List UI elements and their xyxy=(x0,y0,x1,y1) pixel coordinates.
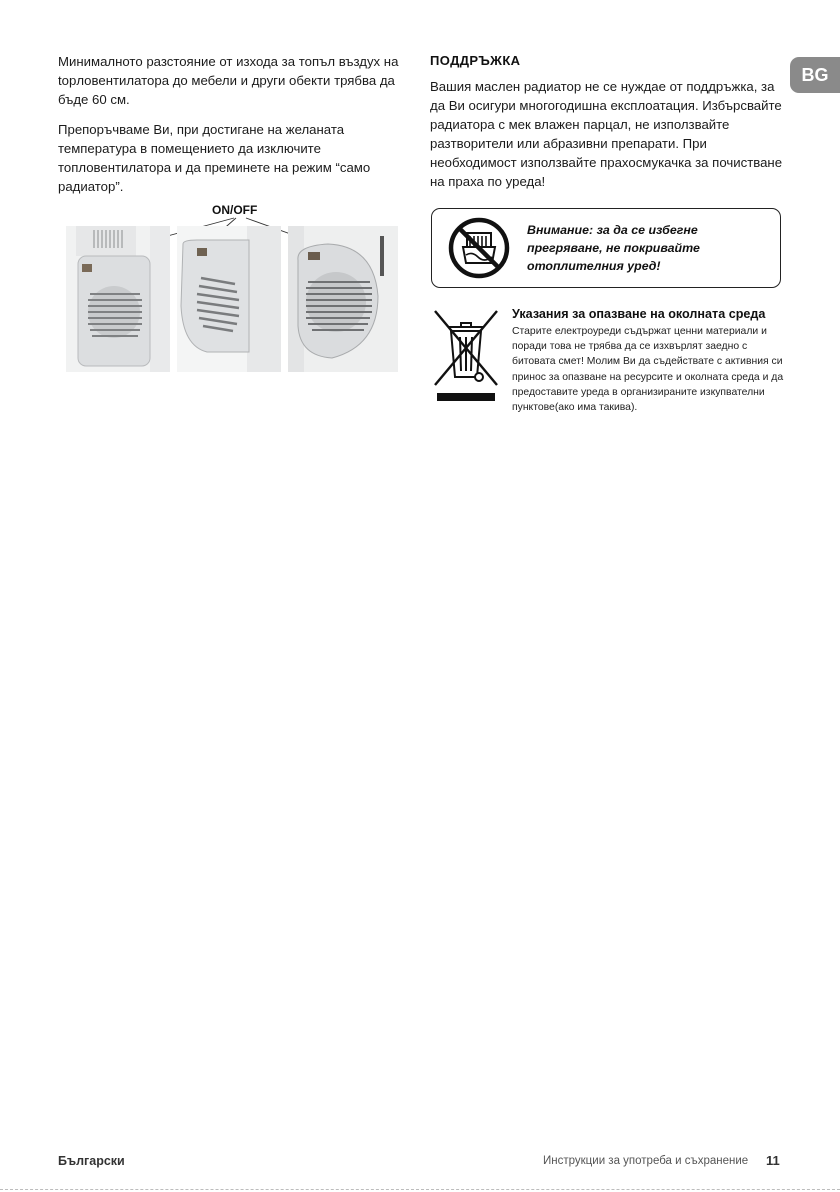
heater-photos xyxy=(56,214,404,374)
maintenance-paragraph: Вашия маслен радиатор не се нуждае от поддръжка, за да Ви осигури многогодишна експлоатация. Избърсвайте радиатора с мек влажен парцал, не използвайте разтворители или абразивни препарати. При необходимост използвайте прахосмукачка за почистване на праха по уреда! xyxy=(430,79,783,189)
language-badge: BG xyxy=(790,57,840,93)
page-number: 11 xyxy=(766,1153,780,1168)
maintenance-heading: ПОДДРЪЖКА xyxy=(430,53,521,68)
footer-language: Български xyxy=(58,1154,125,1168)
environment-heading: Указания за опазване на околната среда xyxy=(512,307,766,321)
environment-paragraph: Старите електроуреди съдържат ценни материали и поради това не трябва да се изхвърлят заедно с битовата смет! Молим Ви да съдействате с активния си принос за опазване на ресурсите и околната среда и да предоставите уреда в организираните изкупвателни пунктове(ако има такива). xyxy=(512,326,784,414)
min-distance-paragraph: Минималното разстояние от изхода за топъл въздух на topловентилатора до мебели и други обекти трябва да бъде 60 см. xyxy=(58,54,399,107)
crossed-bin-icon xyxy=(431,305,501,405)
warning-box xyxy=(431,208,781,288)
heater-photo-side xyxy=(177,226,281,372)
heater-photo-angle xyxy=(288,226,398,372)
no-cover-icon xyxy=(448,217,510,279)
heater-photo-front xyxy=(66,226,170,372)
footer-doc-title: Инструкции за употреба и съхранение xyxy=(543,1155,749,1167)
warning-text: Внимание: за да се избегне прегряване, не покривайте отоплителния уред! xyxy=(527,223,700,273)
bottom-divider xyxy=(0,1189,840,1190)
on-off-label: ON/OFF xyxy=(212,203,258,217)
recommendation-paragraph: Препоръчваме Ви, при достигане на желаната температура в помещението да изключите топловентилатора и да преминете на режим “само радиатор”. xyxy=(58,122,371,194)
